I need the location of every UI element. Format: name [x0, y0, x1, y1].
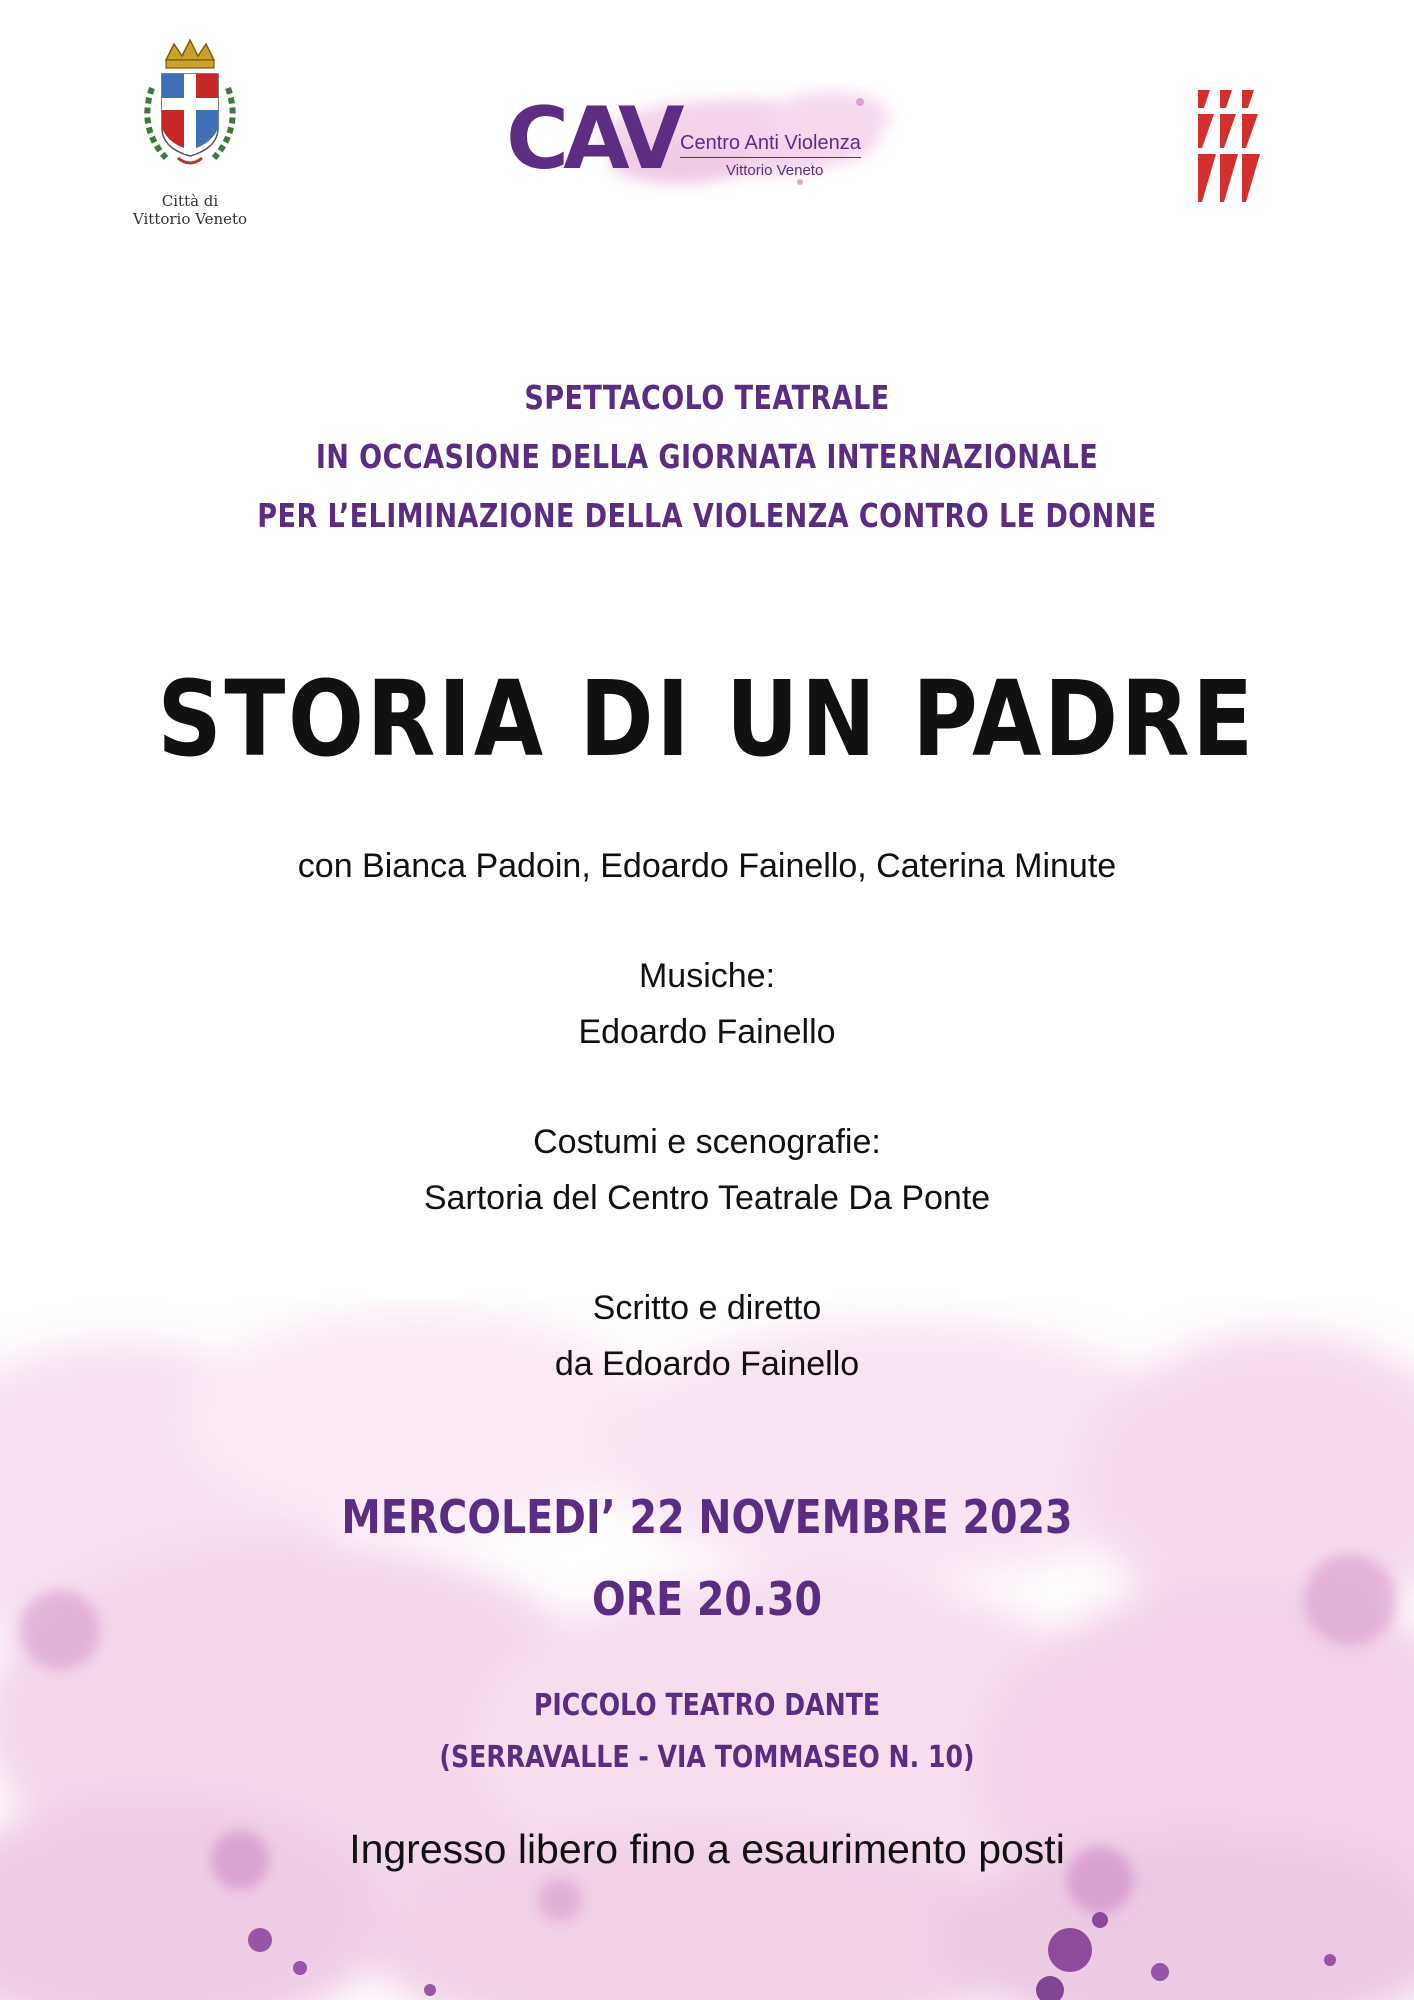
written-directed-credit	[0, 1280, 1414, 1392]
cav-logo	[500, 82, 920, 202]
watercolor-background	[0, 1300, 1414, 2000]
venue-address: (SERRAVALLE - VIA TOMMASEO N. 10)	[439, 1740, 975, 1775]
music-value: Edoardo Fainello	[578, 1013, 836, 1051]
city-caption-line1: Città di	[161, 192, 219, 210]
cast-line: con Bianca Padoin, Edoardo Fainello, Caterina Minute	[297, 847, 1117, 885]
intro-line-2: IN OCCASIONE DELLA GIORNATA INTERNAZIONALE	[315, 437, 1099, 476]
cav-logo-mark: CAV	[506, 89, 679, 189]
event-datetime	[0, 1476, 1414, 1640]
cav-logo-subtitle: Vittorio Veneto	[726, 162, 824, 179]
music-credit	[0, 948, 1414, 1060]
costumes-value: Sartoria del Centro Teatrale Da Ponte	[423, 1179, 991, 1217]
event-date: MERCOLEDI’ 22 NOVEMBRE 2023	[341, 1490, 1073, 1544]
show-title	[0, 658, 1414, 780]
costumes-label: Costumi e scenografie:	[533, 1123, 881, 1161]
cav-logo-name: Centro Anti Violenza	[680, 132, 861, 158]
city-of-vittorio-veneto-logo	[120, 38, 260, 228]
event-venue	[0, 1680, 1414, 1784]
intro-line-1: SPETTACOLO TEATRALE	[524, 378, 890, 417]
entry-note: Ingresso libero fino a esaurimento posti	[349, 1826, 1065, 1872]
city-coat-of-arms-icon	[130, 38, 250, 188]
event-intro	[0, 368, 1414, 545]
written-label: Scritto e diretto	[592, 1289, 822, 1327]
written-value: da Edoardo Fainello	[554, 1345, 860, 1383]
event-time: ORE 20.30	[591, 1572, 823, 1626]
red-stripes-logo-icon	[1196, 90, 1266, 202]
costumes-credit	[0, 1114, 1414, 1226]
show-title-text: STORIA DI UN PADRE	[157, 658, 1257, 780]
venue-name: PICCOLO TEATRO DANTE	[533, 1688, 881, 1723]
music-label: Musiche:	[638, 957, 776, 995]
city-caption-line2: Vittorio Veneto	[132, 210, 248, 228]
intro-line-3: PER L’ELIMINAZIONE DELLA VIOLENZA CONTRO LE DONNE	[257, 496, 1157, 535]
